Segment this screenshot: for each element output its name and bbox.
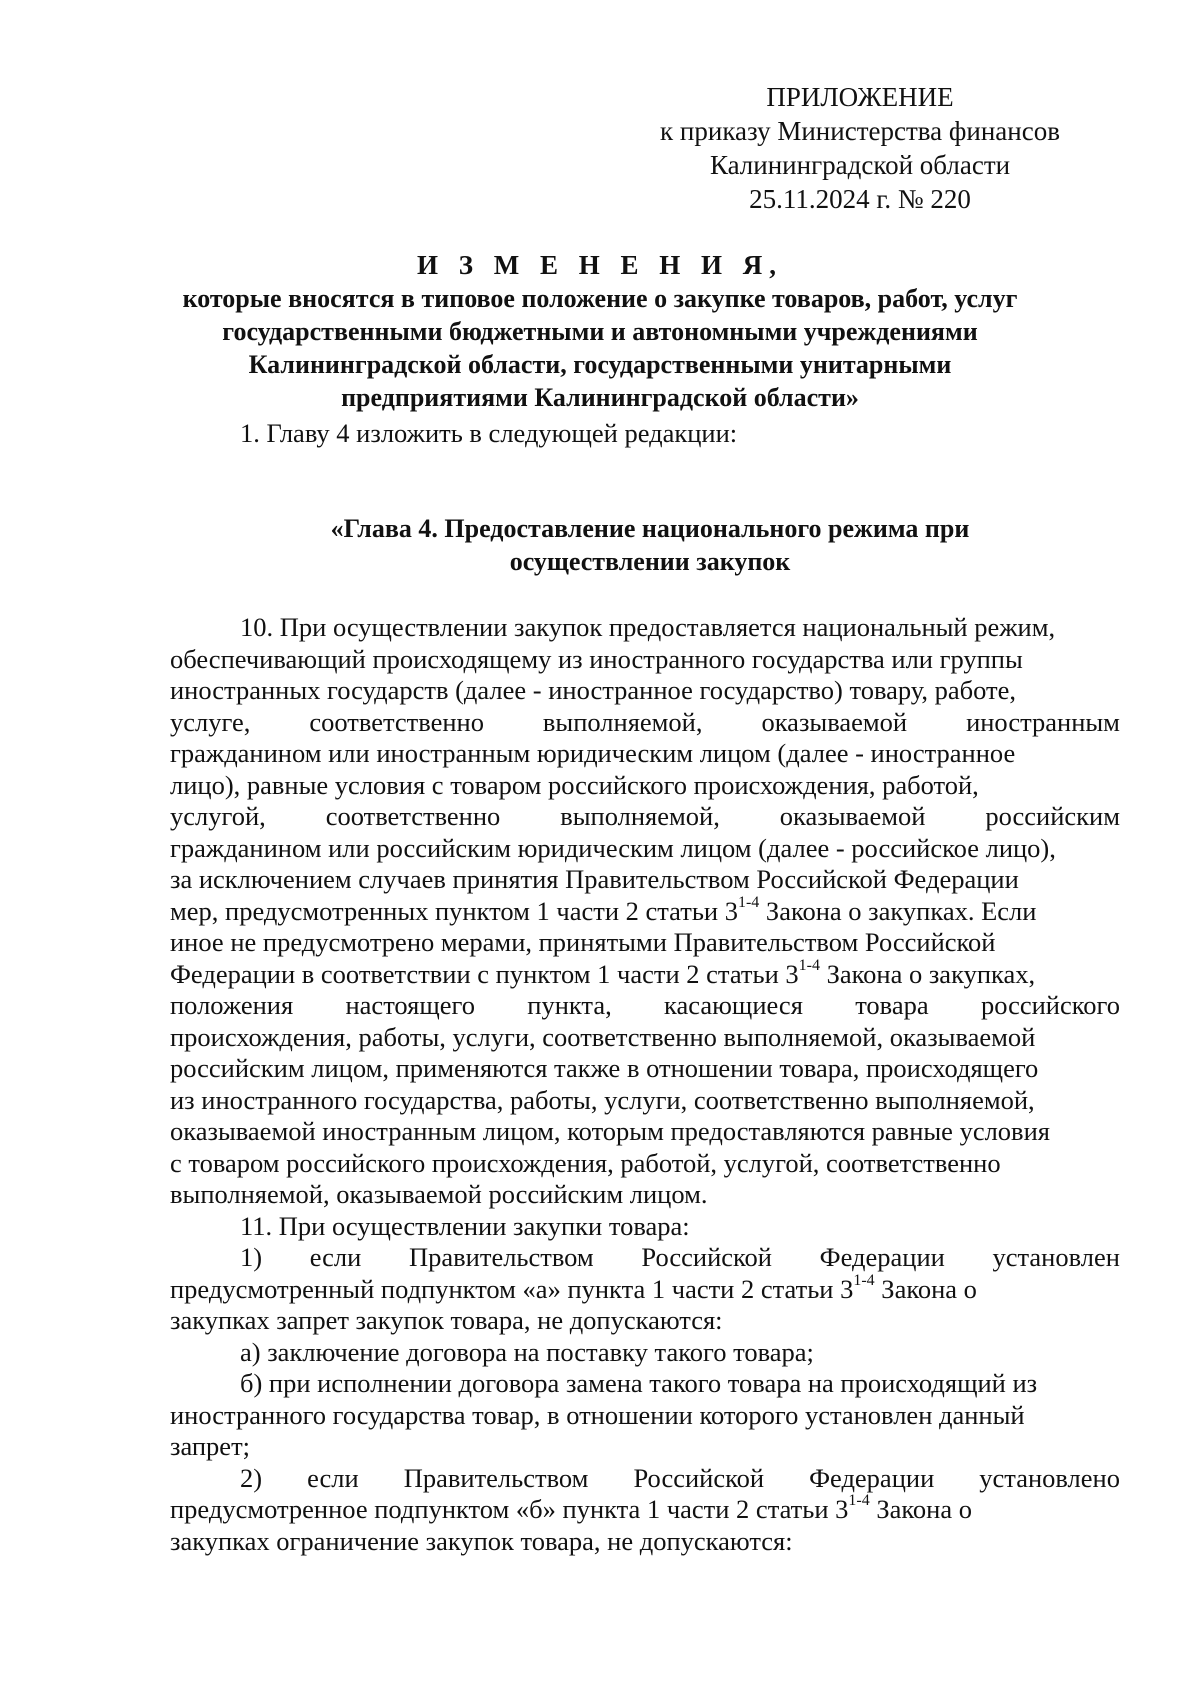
word: установлен	[992, 1242, 1120, 1272]
word: касающиеся	[664, 990, 803, 1020]
word: установлено	[979, 1462, 1120, 1493]
p10-line: гражданином или российским юридическим лицом (далее - российское лицо),	[170, 832, 1056, 863]
p11-justified-line	[170, 1463, 1120, 1495]
paragraph-10	[170, 612, 1120, 1557]
p10-line: 10. При осуществлении закупок предоставляется национальный режим,	[240, 612, 1056, 642]
p10-line: лицо), равные условия с товаром российского происхождения, работой,	[170, 769, 979, 800]
word: Российской	[641, 1242, 772, 1272]
p10-line: из иностранного государства, работы, услуги, соответственно выполняемой,	[170, 1084, 1035, 1115]
superscript: 1-4	[737, 893, 760, 911]
item-1	[170, 418, 1120, 450]
p11-line: запрет;	[170, 1431, 251, 1461]
title-sub-1: которые вносятся в типовое положение о закупке товаров, работ, услуг	[182, 284, 1018, 313]
superscript: 1-4	[853, 1271, 875, 1289]
chapter-heading-line-2: осуществлении закупок	[509, 547, 791, 576]
text: Закона о закупках. Если	[759, 895, 1037, 926]
word: российским	[985, 801, 1120, 831]
word: соответственно	[325, 801, 501, 831]
p10-line: иностранных государств (далее - иностранное государство) товару, работе,	[170, 675, 1016, 705]
p10-justified-line	[170, 990, 1120, 1022]
word: российского	[980, 990, 1120, 1020]
title-sub-2: государственными бюджетными и автономными учреждениями	[222, 317, 978, 346]
p10-justified-line	[170, 707, 1120, 739]
appendix-label: ПРИЛОЖЕНИЕ	[766, 82, 954, 112]
appendix-line-2: Калининградской области	[709, 150, 1011, 180]
text: Федерации в соответствии с пунктом 1 части 2 статьи 3	[170, 958, 799, 989]
appendix-date-number: 25.11.2024 г. № 220	[749, 184, 971, 214]
word: если	[307, 1462, 359, 1493]
chapter-heading	[250, 512, 1050, 578]
title-main: И З М Е Н Е Н И Я,	[416, 250, 783, 280]
word: Федерации	[809, 1462, 935, 1493]
p10-line: оказываемой иностранным лицом, которым предоставляются равные условия	[170, 1116, 1050, 1146]
document-title	[150, 248, 1050, 414]
word: иностранным	[966, 706, 1120, 737]
p11-line: закупках запрет закупок товара, не допускаются:	[170, 1305, 723, 1335]
p10-line	[170, 956, 1120, 991]
word: оказываемой	[779, 801, 926, 831]
superscript: 1-4	[798, 956, 820, 974]
title-sub-3: Калининградской области, государственными унитарными	[248, 350, 952, 379]
word: 1)	[240, 1242, 263, 1272]
title-sub-4: предприятиями Калининградской области»	[341, 383, 859, 412]
p11-line	[170, 1271, 1120, 1306]
p10-line: гражданином или иностранным юридическим лицом (далее - иностранное	[170, 738, 1016, 768]
p11-line: иностранного государства товар, в отношении которого установлен данный	[170, 1399, 1025, 1430]
appendix-line-1: к приказу Министерства финансов	[660, 116, 1060, 146]
p10-justified-line	[170, 801, 1120, 833]
p10-line: иное не предусмотрено мерами, принятыми Правительством Российской	[170, 927, 996, 957]
word: пункта,	[527, 990, 612, 1020]
appendix-header	[640, 80, 1080, 216]
text: предусмотренный подпунктом «а» пункта 1 части 2 статьи 3	[170, 1273, 854, 1304]
text: Закона о закупках,	[819, 958, 1036, 989]
p11-justified-line	[170, 1242, 1120, 1274]
item-1-text: 1. Главу 4 изложить в следующей редакции:	[240, 418, 738, 448]
p11-subitem-a: а) заключение договора на поставку такого товара;	[240, 1336, 814, 1367]
p10-line: выполняемой, оказываемой российским лицом.	[170, 1179, 708, 1209]
superscript: 1-4	[848, 1492, 870, 1510]
p10-line: с товаром российского происхождения, работой, услугой, соответственно	[170, 1147, 1001, 1178]
text: Закона о	[869, 1494, 972, 1524]
p10-line: обеспечивающий происходящему из иностранного государства или группы	[170, 643, 1023, 674]
p10-line: российским лицом, применяются также в отношении товара, происходящего	[170, 1053, 1039, 1083]
p11-line: закупках ограничение закупок товара, не допускаются:	[170, 1525, 793, 1556]
word: Федерации	[819, 1242, 945, 1272]
word: товара	[855, 990, 929, 1020]
text: предусмотренное подпунктом «б» пункта 1 части 2 статьи 3	[170, 1494, 849, 1524]
word: Правительством	[409, 1242, 594, 1272]
word: Российской	[633, 1462, 765, 1493]
p10-line: за исключением случаев принятия Правительством Российской Федерации	[170, 864, 1019, 894]
word: 2)	[240, 1462, 263, 1493]
p11-subitem-b: б) при исполнении договора замена такого товара на происходящий из	[240, 1368, 1038, 1398]
word: оказываемой	[761, 706, 908, 737]
word: услугой,	[170, 801, 266, 831]
word: соответственно	[309, 706, 484, 737]
word: положения	[170, 990, 294, 1020]
word: выполняемой,	[560, 801, 720, 831]
p11-intro: 11. При осуществлении закупки товара:	[240, 1210, 690, 1241]
word: выполняемой,	[542, 706, 703, 737]
text: Закона о	[874, 1273, 977, 1304]
p10-line	[170, 893, 1120, 928]
word: настоящего	[345, 990, 475, 1020]
word: если	[309, 1242, 362, 1272]
chapter-heading-line-1: «Глава 4. Предоставление национального режима при	[330, 514, 970, 543]
p10-line: происхождения, работы, услуги, соответственно выполняемой, оказываемой	[170, 1021, 1036, 1052]
word: Правительством	[403, 1462, 589, 1493]
word: услуге,	[170, 706, 251, 737]
text: мер, предусмотренных пунктом 1 части 2 статьи 3	[170, 895, 738, 926]
p11-line	[170, 1494, 1120, 1526]
